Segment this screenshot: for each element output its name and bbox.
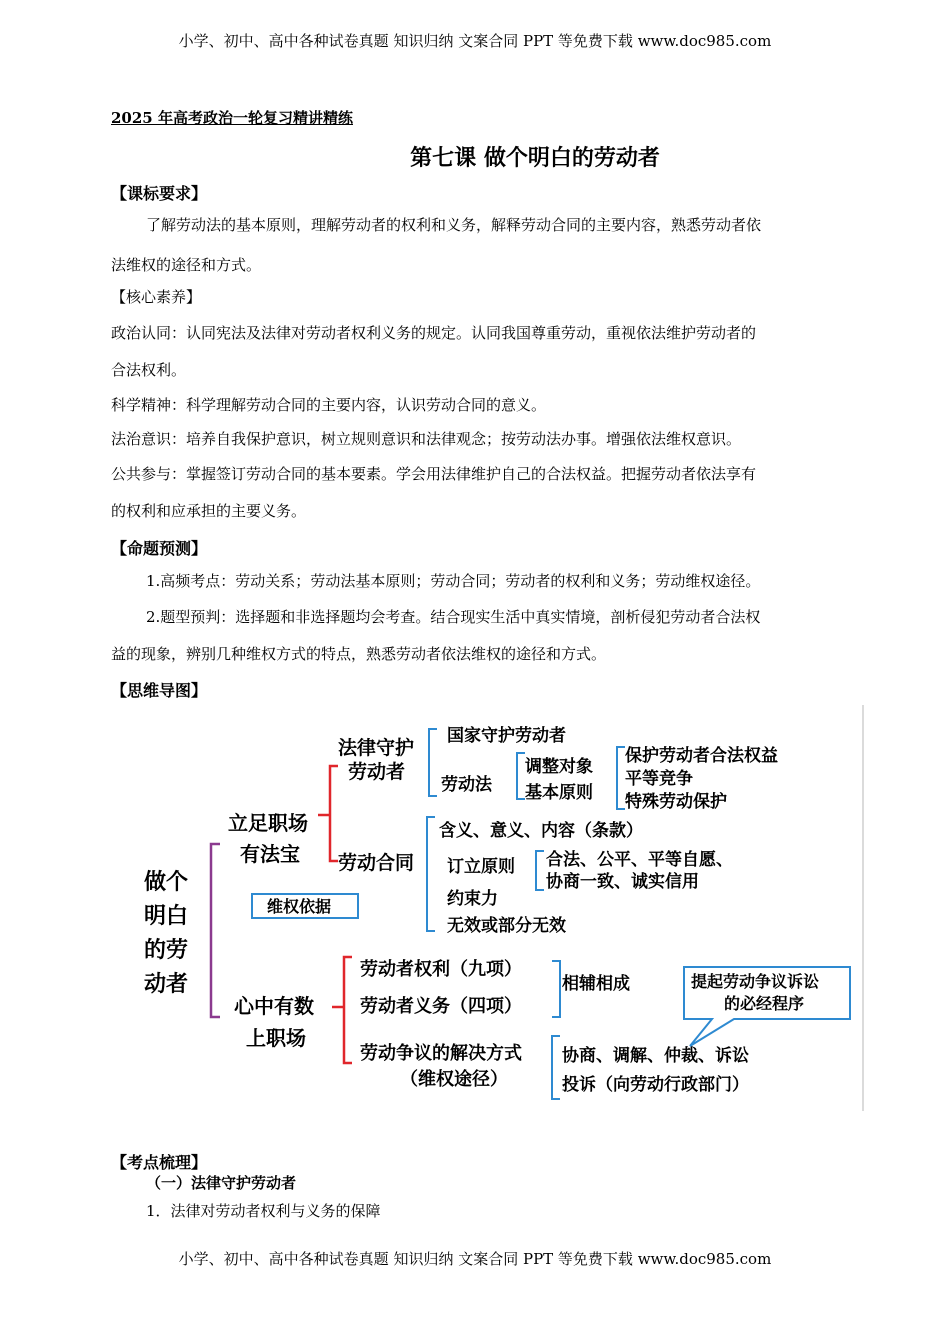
hexin-gonggong-1: 公共参与：掌握签订劳动合同的基本要素。学会用法律维护自己的合法权益。把握劳动者依法享有 — [111, 465, 757, 483]
mm-b1a-line-1: 法律守护 — [338, 737, 415, 759]
mm-b1b: 劳动合同 — [338, 852, 415, 874]
mm-root-bracket — [211, 844, 220, 1017]
mm-b2c-line-2: （维权途径） — [400, 1069, 508, 1090]
mm-b2-line-2: 上职场 — [246, 1026, 306, 1050]
mingti-item-1: 1.高频考点：劳动关系；劳动法基本原则；劳动合同；劳动者的权利和义务；劳动维权途径。 — [146, 572, 761, 590]
kebiao-line-2: 法维权的途径和方式。 — [111, 256, 262, 274]
mm-b1-line-1: 立足职场 — [228, 811, 308, 835]
section-heading-kebiao: 【课标要求】 — [111, 184, 208, 203]
section-heading-siwei: 【思维导图】 — [111, 681, 208, 700]
mm-b1b-item-2: 订立原则 — [447, 857, 515, 877]
mm-b1b-item-1: 含义、意义、内容（条款） — [439, 821, 643, 841]
mm-b1b-item-2b: 协商一致、诚实信用 — [546, 872, 699, 892]
mm-b1a-item-1: 国家守护劳动者 — [447, 726, 566, 746]
mingti-item-2b: 益的现象，辨别几种维权方式的特点，熟悉劳动者依法维权的途径和方式。 — [111, 645, 607, 663]
mm-root-line-3: 的劳 — [144, 938, 189, 963]
mm-b1a-item-2a: 调整对象 — [525, 757, 593, 777]
mm-callout-line-2: 的必经程序 — [724, 994, 805, 1013]
subtitle: 2025 年高考政治一轮复习精讲精练 — [111, 109, 353, 127]
hexin-gonggong-2: 的权利和应承担的主要义务。 — [111, 502, 307, 520]
mm-labor-law-bracket — [517, 753, 525, 799]
page-footer: 小学、初中、高中各种试卷真题 知识归纳 文案合同 PPT 等免费下载 www.doc985.com — [178, 1250, 772, 1268]
hexin-zhengzhi-1: 政治认同：认同宪法及法律对劳动者权利义务的规定。认同我国尊重劳动，重视依法维护劳动者的 — [111, 324, 757, 342]
mm-b2-line-1: 心中有数 — [234, 994, 314, 1018]
mm-b1-bracket — [330, 766, 338, 861]
kaodian-sub-1: （一）法律守护劳动者 — [146, 1174, 297, 1192]
mm-b1a-item-2: 劳动法 — [441, 775, 492, 795]
mm-b2c-item-2: 投诉（向劳动行政部门） — [562, 1075, 749, 1095]
mingti-item-2a: 2.题型预判：选择题和非选择题均会考查。结合现实生活中真实情境，剖析侵犯劳动者合法权 — [146, 608, 761, 626]
section-heading-mingti: 【命题预测】 — [111, 539, 208, 558]
mm-b2c-item-1: 协商、调解、仲裁、诉讼 — [562, 1046, 749, 1066]
kebiao-line-1: 了解劳动法的基本原则，理解劳动者的权利和义务，解释劳动合同的主要内容，熟悉劳动者依 — [146, 216, 762, 234]
mm-b1a-principle-2: 平等竞争 — [625, 769, 693, 789]
mm-rights-bracket — [552, 961, 560, 1017]
mm-b1b-bracket — [427, 817, 435, 931]
mm-b2a: 劳动者权利（九项） — [360, 959, 522, 980]
mm-root-line-2: 明白 — [144, 904, 189, 929]
mm-b1b-item-3: 约束力 — [447, 889, 498, 909]
mm-b1b-item-2a: 合法、公平、平等自愿、 — [546, 850, 733, 870]
mm-b1a-line-2: 劳动者 — [348, 761, 406, 783]
mm-b2c-line-1: 劳动争议的解决方式 — [360, 1043, 522, 1064]
mm-b1a-bracket — [429, 729, 437, 796]
mm-root-line-4: 动者 — [144, 972, 189, 997]
page-header: 小学、初中、高中各种试卷真题 知识归纳 文案合同 PPT 等免费下载 www.doc985.com — [178, 32, 772, 50]
mm-b1a-principle-1: 保护劳动者合法权益 — [625, 746, 778, 766]
mm-root-line-1: 做个 — [144, 870, 189, 895]
mm-weiquan: 维权依据 — [267, 897, 332, 916]
mind-map — [134, 703, 868, 1115]
hexin-kexue: 科学精神：科学理解劳动合同的主要内容，认识劳动合同的意义。 — [111, 396, 547, 414]
section-heading-hexin: 【核心素养】 — [111, 288, 202, 306]
mm-principle2-bracket — [536, 851, 544, 890]
kaodian-item-1: 1．法律对劳动者权利与义务的保障 — [146, 1202, 381, 1220]
hexin-fazhi: 法治意识：培养自我保护意识，树立规则意识和法律观念；按劳动法办事。增强依法维权意识。 — [111, 430, 742, 448]
mm-principle-bracket — [617, 747, 625, 809]
mm-b2b: 劳动者义务（四项） — [360, 996, 522, 1017]
hexin-zhengzhi-2: 合法权利。 — [111, 361, 187, 379]
mm-dispute-bracket — [552, 1036, 560, 1099]
page-title: 第七课 做个明白的劳动者 — [410, 146, 660, 171]
mm-b2-relation: 相辅相成 — [562, 974, 630, 994]
section-heading-kaodian: 【考点梳理】 — [111, 1153, 208, 1172]
mm-b1b-item-4: 无效或部分无效 — [447, 916, 566, 936]
mm-b1a-principle-3: 特殊劳动保护 — [625, 792, 727, 812]
mm-b1a-item-2b: 基本原则 — [525, 783, 593, 803]
mm-b2-bracket — [344, 957, 352, 1063]
mm-callout-line-1: 提起劳动争议诉讼 — [691, 972, 820, 991]
mm-b1-line-2: 有法宝 — [240, 842, 300, 866]
